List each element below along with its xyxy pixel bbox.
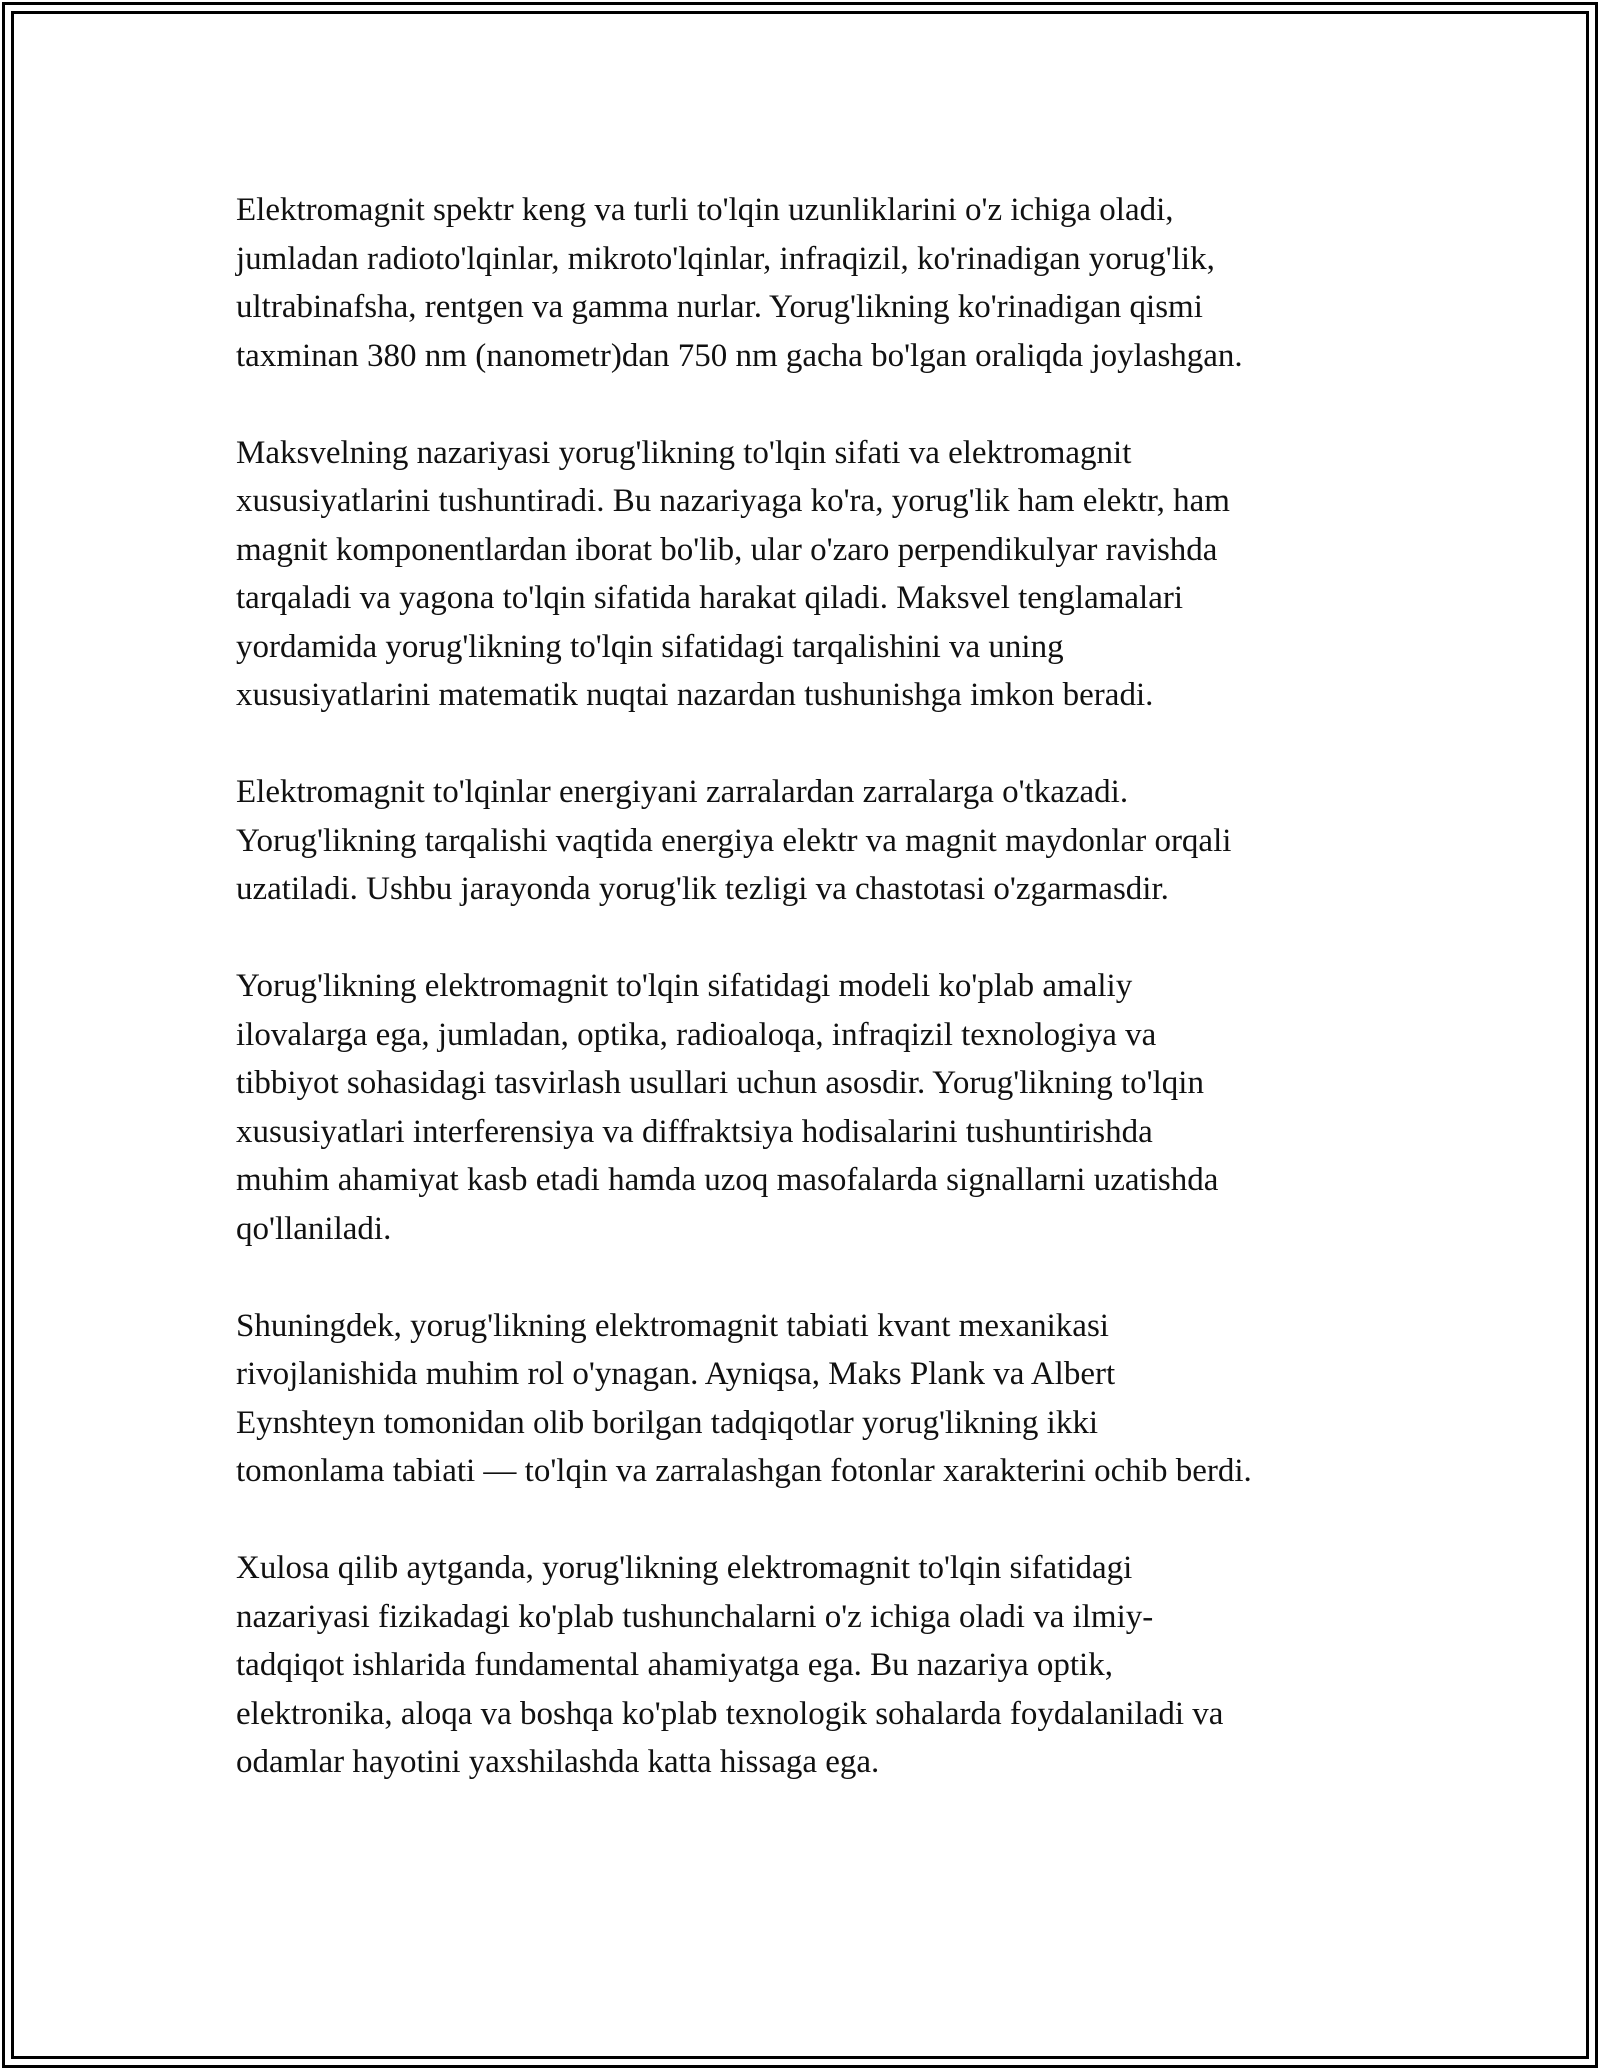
paragraph-1: Elektromagnit spektr keng va turli to'lqin uzunliklarini o'z ichiga oladi, jumladan radioto'lqinlar, mikroto'lqinlar, infraqizil, ko'rinadigan yorug'lik, ultrabinafsha, rentgen va gamma nurlar. Yorug'likning ko'rinadigan qismi taxminan 380 nm (nanometr)dan 750 nm gacha bo'lgan oraliqda joylashgan.	[236, 192, 1243, 374]
paragraph-5: Shuningdek, yorug'likning elektromagnit tabiati kvant mexanikasi rivojlanishida muhim rol o'ynagan. Ayniqsa, Maks Plank va Albert Eynshteyn tomonidan olib borilgan tadqiqotlar yorug'likning ikki tomonlama tabiati — to'lqin va zarralashgan fotonlar xarakterini ochib berdi.	[236, 1307, 1252, 1489]
document-body	[236, 186, 1386, 1835]
paragraph-2: Maksvelning nazariyasi yorug'likning to'lqin sifati va elektromagnit xususiyatlarini tushuntiradi. Bu nazariyaga ko'ra, yorug'lik ham elektr, ham magnit komponentlardan iborat bo'lib, ular o'zaro perpendikulyar ravishda tarqaladi va yagona to'lqin sifatida harakat qiladi. Maksvel tenglamalari yordamida yorug'likning to'lqin sifatidagi tarqalishini va uning xususiyatlarini matematik nuqtai nazardan tushunishga imkon beradi.	[236, 434, 1230, 713]
paragraph-4: Yorug'likning elektromagnit to'lqin sifatidagi modeli ko'plab amaliy ilovalarga ega, jumladan, optika, radioaloqa, infraqizil texnologiya va tibbiyot sohasidagi tasvirlash usullari uchun asosdir. Yorug'likning to'lqin xususiyatlari interferensiya va diffraktsiya hodisalarini tushuntirishda muhim ahamiyat kasb etadi hamda uzoq masofalarda signallarni uzatishda qo'llaniladi.	[236, 968, 1219, 1247]
paragraph-6: Xulosa qilib aytganda, yorug'likning elektromagnit to'lqin sifatidagi nazariyasi fizikadagi ko'plab tushunchalarni o'z ichiga oladi va ilmiy- tadqiqot ishlarida fundamental ahamiyatga ega. Bu nazariya optik, elektronika, aloqa va boshqa ko'plab texnologik sohalarda foydalaniladi va odamlar hayotini yaxshilashda katta hissaga ega.	[236, 1550, 1224, 1780]
paragraph-3: Elektromagnit to'lqinlar energiyani zarralardan zarralarga o'tkazadi. Yorug'likning tarqalishi vaqtida energiya elektr va magnit maydonlar orqali uzatiladi. Ushbu jarayonda yorug'lik tezligi va chastotasi o'zgarmasdir.	[236, 774, 1232, 907]
